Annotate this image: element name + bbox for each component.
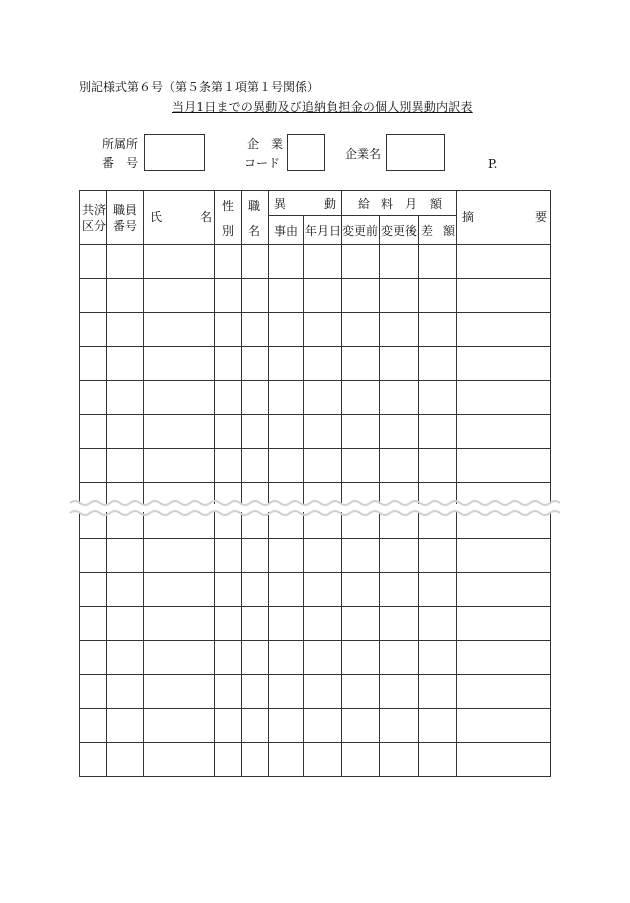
kigyomei-label: 企業名 — [345, 147, 382, 161]
header-shimei-1: 氏 — [150, 210, 163, 224]
page-label: P. — [488, 157, 498, 171]
header-seibetsu-1: 性 — [222, 199, 235, 213]
header-sagaku-2: 額 — [443, 224, 456, 238]
code-label: コード — [244, 156, 281, 170]
header-henkomae: 変更前 — [342, 224, 379, 238]
header-kyosai-1: 共済 — [82, 203, 107, 217]
header-kyuryo-4: 額 — [430, 197, 443, 211]
table-frame-bottom — [80, 512, 551, 777]
header-tekiyo-1: 摘 — [462, 210, 475, 224]
header-ido-1: 異 — [274, 197, 287, 211]
header-henkogo: 変更後 — [381, 224, 418, 238]
table-grid — [80, 191, 551, 777]
header-ido-2: 動 — [324, 197, 337, 211]
form-caption: 別記様式第６号（第５条第１項第１号関係） — [79, 80, 320, 94]
kigyo-label: 企 業 — [247, 137, 284, 151]
header-shokumei-1: 職 — [248, 199, 261, 213]
header-shokumei-2: 名 — [248, 224, 261, 238]
header-kyuryo-2: 料 — [381, 197, 394, 211]
header-kyuryo-1: 給 — [358, 197, 371, 211]
header-kyuryo-3: 月 — [405, 197, 418, 211]
header-shimei-2: 名 — [200, 210, 213, 224]
bango-label: 番 号 — [102, 156, 139, 170]
header-tekiyo-2: 要 — [535, 210, 548, 224]
header-kyosai-2: 区分 — [82, 219, 107, 233]
shozoku-label: 所属所 — [102, 137, 139, 151]
header-nengappi: 年月日 — [305, 224, 342, 238]
header-sagaku-1: 差 — [421, 224, 434, 238]
header-jiyu: 事由 — [274, 224, 299, 238]
header-shokuin-1: 職員 — [113, 203, 138, 217]
header-shokuin-2: 番号 — [113, 219, 138, 233]
form-title: 当月1日までの異動及び追納負担金の個人別異動内訳表 — [172, 100, 473, 114]
header-seibetsu-2: 別 — [222, 224, 235, 238]
